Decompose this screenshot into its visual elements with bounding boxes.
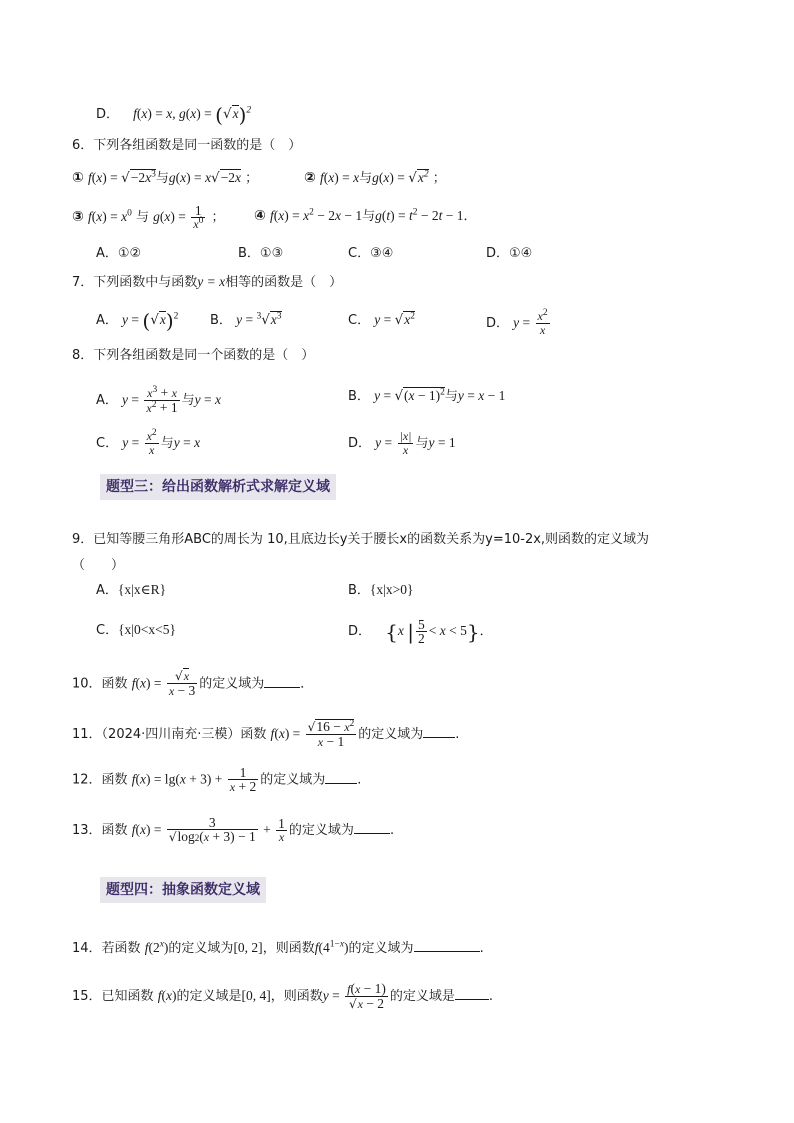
formula: f(x) = lg(x + 3) +: [131, 771, 226, 787]
formula: y =: [513, 315, 534, 330]
q7-option-b: [210, 310, 282, 331]
option-text: {x|x>0}: [369, 582, 414, 597]
option-label: C．: [348, 313, 371, 328]
formula: $y = (√x)^2$: [122, 308, 179, 333]
formula: y = x: [197, 274, 226, 289]
formula: f(x) = x: [320, 170, 360, 185]
stem-text: .: [389, 823, 395, 838]
option-label: B．: [210, 313, 232, 328]
stem-text: ，则函数: [262, 941, 315, 956]
section-title-4: 题型四：抽象函数定义域: [100, 877, 266, 903]
section-title-3: 题型三：给出函数解析式求解定义域: [100, 474, 336, 500]
formula: {x |: [385, 619, 415, 644]
stem-text: 的定义域为: [358, 727, 424, 742]
option-label: C．: [96, 623, 119, 638]
stem-text: 的定义域为: [288, 823, 354, 838]
formula: $y = ^3√x^3$: [236, 311, 282, 328]
q9-option-c: [96, 620, 176, 641]
stem-text: 的定义域为: [199, 676, 265, 692]
option-text: {x|x∈R}: [117, 582, 167, 597]
formula: $f(x) = √-2x^3$: [88, 169, 156, 186]
q8-option-a: A． y = $\frac{x^3 + x}{x^2 + 1}$ 与y = x: [96, 385, 222, 415]
q8-option-c: C． y = $\frac{x^2}{x}$ 与y = x: [96, 428, 201, 457]
option-label: C．: [96, 436, 119, 451]
option-label: D．: [348, 624, 372, 639]
stem-text: 7．下列函数中与函数: [72, 275, 198, 290]
stem-text: 15．已知函数: [72, 989, 154, 1004]
stem-text: ．: [300, 676, 314, 692]
stem-text: 11．（2024·四川南充·三模）函数: [72, 727, 267, 742]
stem-text: 的定义域是: [389, 989, 455, 1004]
item-number: ②: [304, 170, 316, 186]
stem-text: 的定义域为: [348, 941, 414, 956]
q7-option-c: [348, 310, 415, 331]
q9-option-d: D． {x | $\frac{5}{2}$ < x < 5}．: [348, 617, 493, 646]
formula: $f(4^{1-x})$: [314, 939, 349, 955]
q6-item-3: ③ $f(x) = x^0$ 与 g(x) = $\frac{1}{x^0}$ ；: [72, 203, 225, 231]
q15: 15．已知函数 f(x)的定义域是[0, 4]，则函数y = $\frac{f(x - 1)}{√x - 2}$ 的定义域是 .: [72, 981, 494, 1011]
answer-blank[interactable]: [414, 938, 480, 952]
option-label: D．: [348, 436, 372, 451]
stem-text: .: [357, 772, 362, 788]
option-label: B．: [348, 583, 370, 598]
stem-text: 的定义域为: [168, 941, 234, 956]
option-text: {x|0<x<5}: [118, 622, 176, 637]
q8-option-d: D． y = $\frac{|x|}{x}$ 与y = 1: [348, 429, 456, 457]
q7-option-d: D． y = $\frac{x^2}{x}$: [486, 308, 548, 337]
item-number: ①: [72, 170, 84, 186]
stem-text: .: [479, 941, 484, 956]
formula: f(x) =: [131, 822, 165, 837]
formula: y =: [122, 435, 143, 450]
answer-blank[interactable]: [264, 674, 300, 688]
domain-interval: [0, 2]: [233, 940, 263, 955]
answer-blank[interactable]: [455, 986, 489, 1000]
option-label: B．: [348, 389, 370, 404]
q7-option-a: [96, 310, 178, 331]
stem-text: 12．函数: [72, 772, 128, 788]
formula: f(x) = x, $g(x) = (√x)^2$: [133, 102, 252, 127]
stem-text: 相等的函数是（ ）: [225, 275, 343, 290]
q9-option-b: [348, 580, 413, 601]
q6-option-b: B．①③: [238, 246, 284, 261]
q6-option-d: D．①④: [486, 246, 533, 261]
formula: y =: [322, 988, 344, 1003]
formula: f(x): [157, 988, 177, 1003]
option-label: A．: [96, 313, 118, 328]
q8-stem: 8．下列各组函数是同一个函数的是（ ）: [72, 348, 315, 363]
q6-item-4: ④ $f(x) = x^2 - 2x - 1$与$g(t) = t^2 - 2t - 1$．: [254, 207, 477, 224]
answer-blank[interactable]: [325, 770, 357, 784]
formula: f(2$^x$): [144, 939, 169, 955]
option-label: D．: [486, 316, 510, 331]
q14: [72, 938, 484, 959]
stem-text: 13．函数: [72, 823, 128, 838]
q6-item-1: ① $f(x) = √-2x^3$与g(x) = x√−2x ；: [72, 169, 259, 186]
stem-text: ，则函数: [270, 989, 323, 1004]
q9-option-a: [96, 580, 166, 601]
q9-paren: （ ）: [72, 558, 125, 573]
stem-text: 14．若函数: [72, 941, 141, 956]
stem-text: 的定义域是: [176, 989, 242, 1004]
formula: y =: [122, 392, 143, 407]
formula: f(x) =: [270, 726, 304, 741]
q12: 12．函数 f(x) = lg(x + 3) + $\frac{1}{x + 2}$ 的定义域为 .: [72, 765, 362, 794]
q13: 13．函数 f(x) = $\frac{3}{√\log 2(x + 3) - 1}$ + $\frac{1}{x}$ 的定义域为 .: [72, 815, 395, 844]
stem-text: 的定义域为: [260, 772, 326, 788]
answer-blank[interactable]: [423, 724, 455, 738]
q6-option-a: A．①②: [96, 246, 142, 261]
item-number: ④: [254, 208, 266, 224]
q9-stem: 9．已知等腰三角形ABC的周长为 10,且底边长y关于腰长x的函数关系为y=10-2x,则函数的定义域为: [72, 532, 650, 547]
q7-stem: [72, 272, 342, 293]
formula: $y = √(x - 1)^2$: [374, 387, 445, 404]
stem-text: .: [488, 989, 494, 1004]
formula: $f(x) = x^2 - 2x - 1$: [270, 207, 363, 223]
stem-text: .: [455, 727, 460, 742]
q6-option-c: C．③④: [348, 246, 394, 261]
formula: f(x) =: [131, 675, 165, 691]
q11: 11．（2024·四川南充·三模）函数 f(x) = $\frac{√16 - x^2}{x - 1}$ 的定义域为 .: [72, 719, 460, 749]
formula: $y = √x^2$: [374, 311, 415, 328]
q6-stem: 6．下列各组函数是同一函数的是（ ）: [72, 138, 302, 153]
stem-text: 10．函数: [72, 676, 128, 692]
option-label: A．: [96, 393, 118, 408]
domain-interval: [0, 4]: [241, 988, 271, 1003]
q6-item-2: ② f(x) = x与$g(x) = √x^2$ ；: [304, 169, 446, 186]
q5-option-d: [96, 104, 251, 125]
q8-option-b: B． $y = √(x - 1)^2$与y = x − 1: [348, 387, 506, 404]
option-label: D．: [96, 107, 120, 122]
option-label: A．: [96, 583, 118, 598]
answer-blank[interactable]: [354, 820, 390, 834]
item-number: ③: [72, 209, 84, 225]
q10: 10．函数 f(x) = $\frac{√x}{x - 3}$ 的定义域为 ．: [72, 669, 314, 698]
formula: y =: [375, 435, 396, 450]
formula: $f(x) = x^0$: [88, 208, 132, 224]
